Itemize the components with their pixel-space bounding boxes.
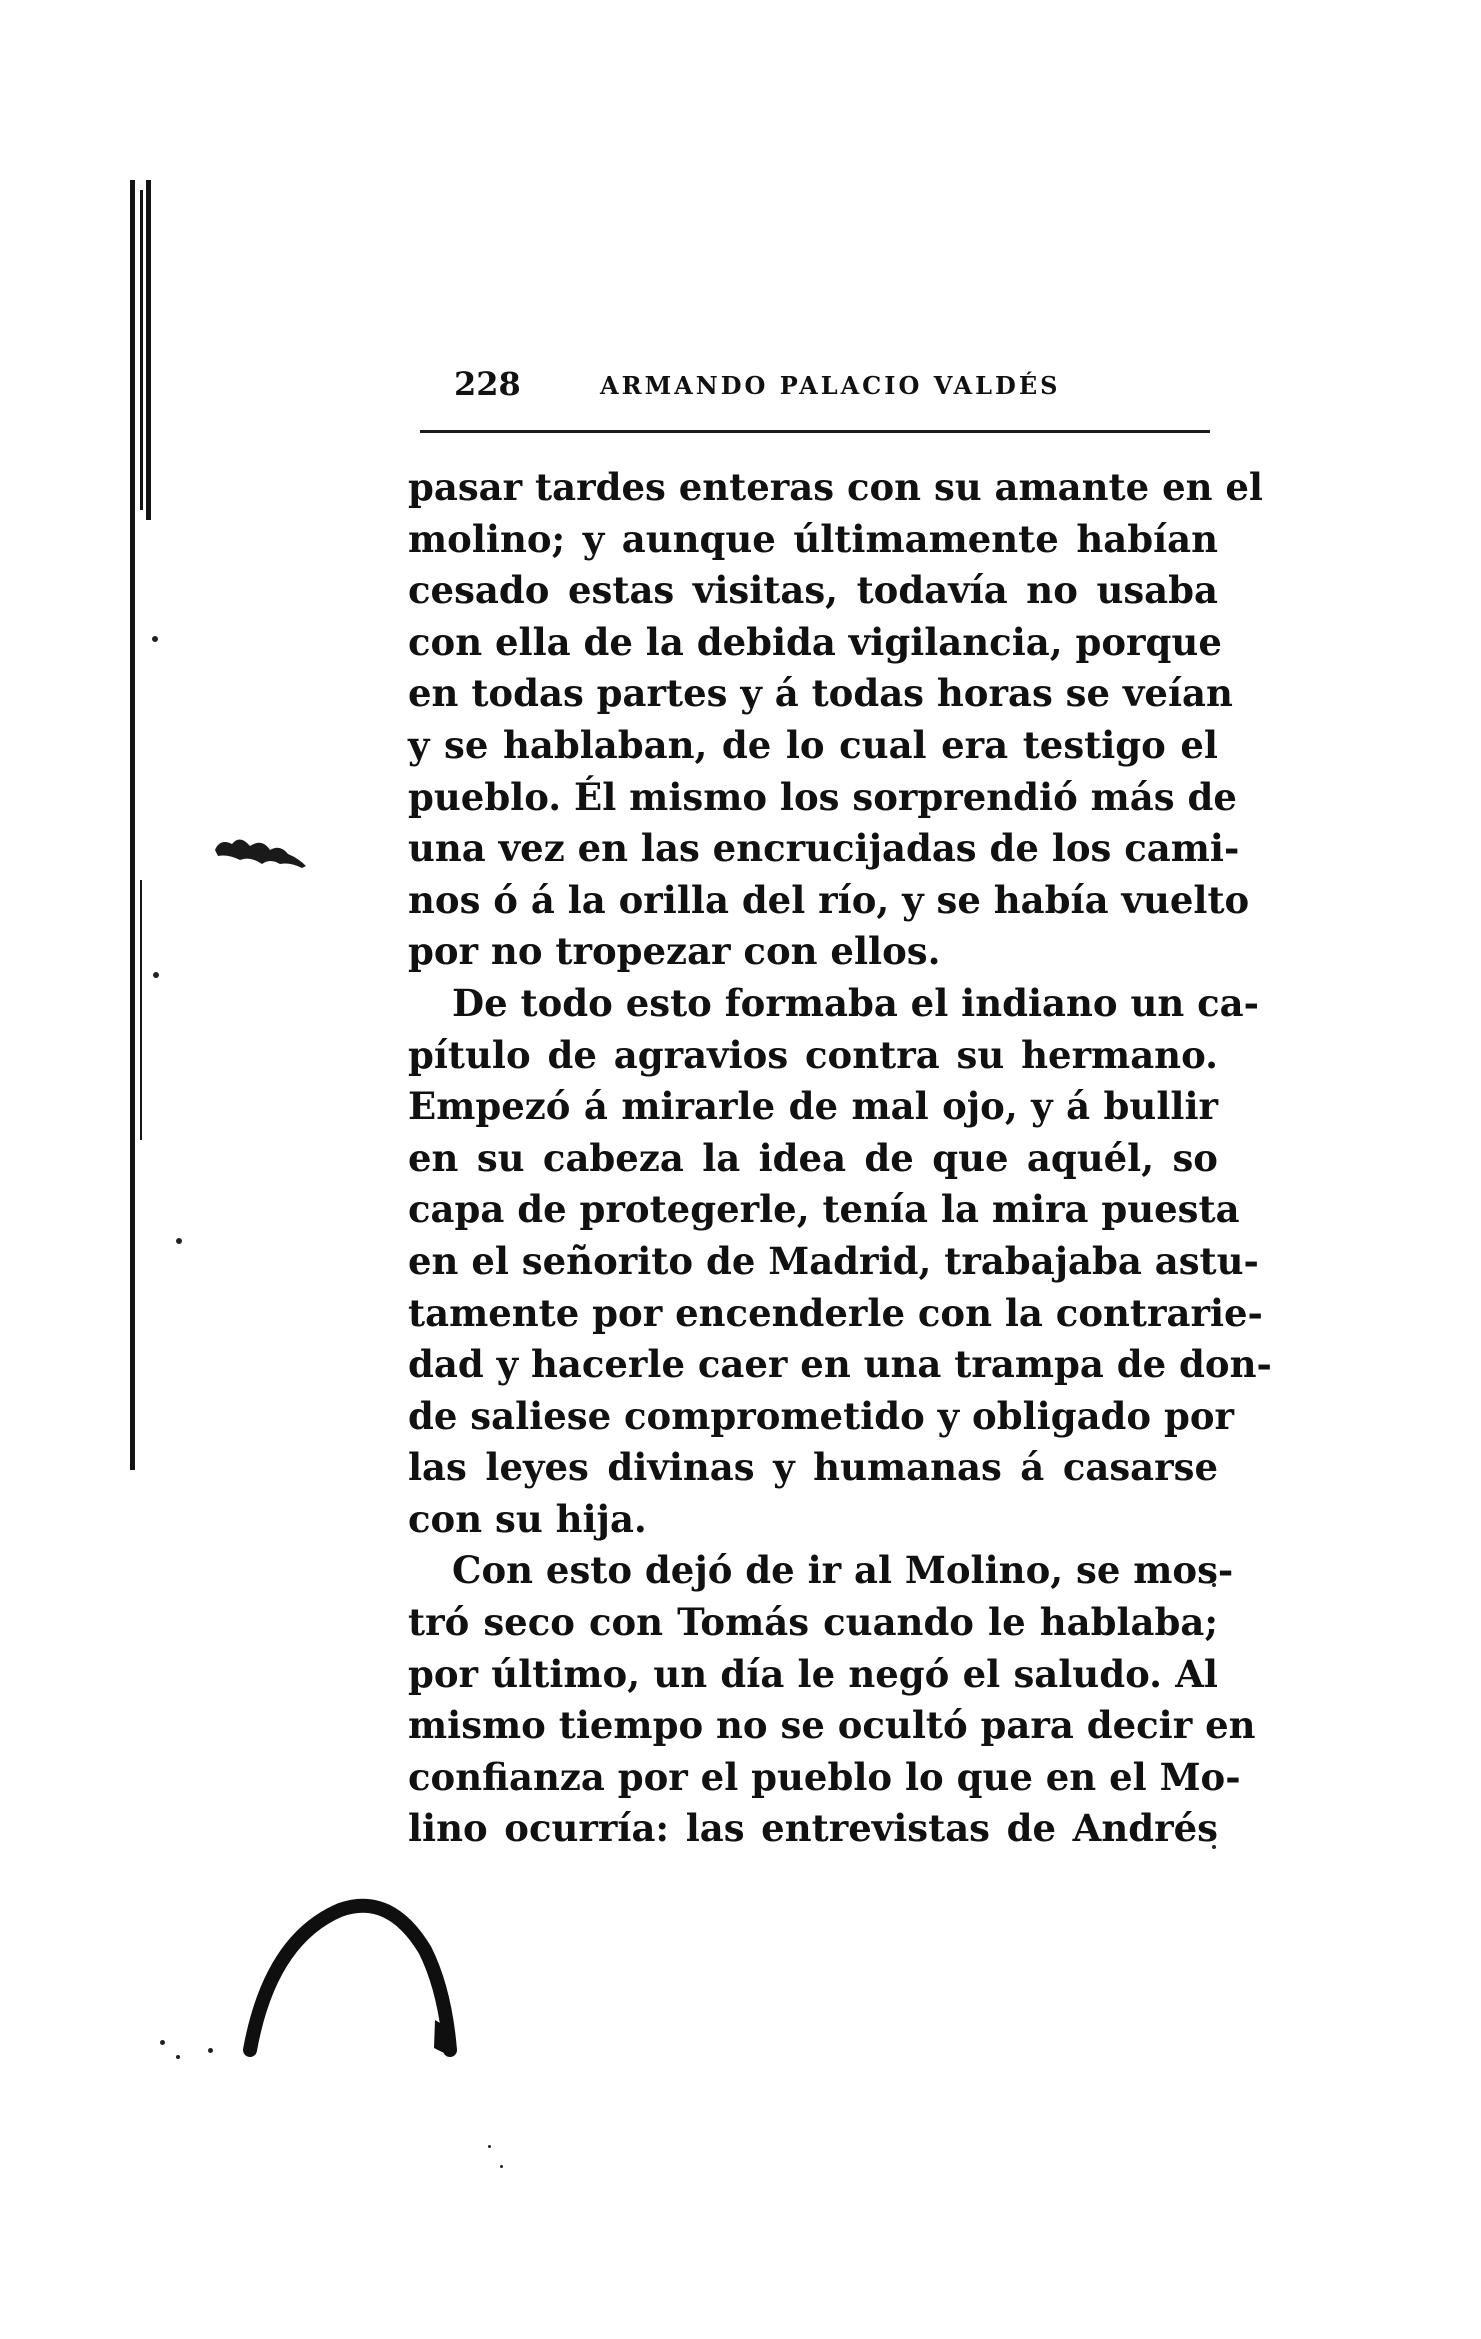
text-line: de saliese comprometido y obligado por	[408, 1393, 1235, 1438]
text-line: por último, un día le negó el saludo. Al	[408, 1651, 1218, 1696]
paragraph	[408, 462, 1263, 978]
text-line: lino ocurría: las entrevistas de Andrés	[408, 1806, 1218, 1851]
text-line: pueblo. Él mismo los sorprendió más de	[408, 774, 1237, 819]
text-line: con ella de la debida vigilancia, porque	[408, 619, 1222, 664]
text-line: Con esto dejó de ir al Molino, se mos-	[452, 1548, 1234, 1593]
text-line: en su cabeza la idea de que aquél, so	[408, 1135, 1218, 1180]
speck	[160, 2040, 165, 2045]
text-line: pítulo de agravios contra su hermano.	[408, 1032, 1218, 1077]
speck	[500, 2165, 503, 2168]
text-line: mismo tiempo no se ocultó para decir en	[408, 1703, 1256, 1748]
text-line: tamente por encenderle con la contrarie-	[408, 1290, 1263, 1335]
running-head	[418, 365, 1218, 413]
text-line: confianza por el pueblo lo que en el Mo-	[408, 1754, 1241, 1799]
header-rule	[420, 430, 1210, 433]
text-line: en el señorito de Madrid, trabajaba astu-	[408, 1238, 1259, 1283]
ink-blot	[210, 820, 320, 880]
text-line: molino; y aunque últimamente habían	[408, 516, 1218, 561]
running-title: ARMANDO PALACIO VALDÉS	[600, 371, 1061, 400]
text-line: De todo esto formaba el indiano un ca-	[452, 980, 1260, 1025]
text-line: tró seco con Tomás cuando le hablaba;	[408, 1600, 1218, 1645]
text-line: por no tropezar con ellos.	[408, 929, 941, 974]
binding-edge	[140, 880, 142, 1140]
text-line: con su hija.	[408, 1496, 647, 1541]
text-line: y se hablaban, de lo cual era testigo el	[408, 722, 1218, 767]
paragraph	[408, 978, 1272, 1546]
speck	[176, 2055, 180, 2059]
page-number: 228	[454, 365, 521, 403]
speck	[152, 636, 158, 642]
paragraph	[408, 1545, 1256, 1855]
speck	[208, 2048, 213, 2053]
text-line: en todas partes y á todas horas se veían	[408, 671, 1233, 716]
text-line: Empezó á mirarle de mal ojo, y á bullir	[408, 1084, 1218, 1129]
text-line: dad y hacerle caer en una trampa de don-	[408, 1342, 1272, 1387]
speck	[488, 2145, 491, 2148]
binding-edge	[140, 190, 143, 510]
speck	[153, 972, 159, 978]
body-text	[408, 462, 1272, 1855]
text-line: pasar tardes enteras con su amante en el	[408, 465, 1263, 509]
text-line: las leyes divinas y humanas á casarse	[408, 1445, 1218, 1490]
binding-edge	[146, 180, 151, 520]
text-line: nos ó á la orilla del río, y se había vuelto	[408, 877, 1250, 922]
text-line: una vez en las encrucijadas de los cami-	[408, 826, 1240, 871]
stain-arc	[230, 1880, 470, 2070]
binding-edge	[130, 180, 135, 1470]
text-line: cesado estas visitas, todavía no usaba	[408, 568, 1218, 613]
speck	[176, 1238, 182, 1244]
text-line: capa de protegerle, tenía la mira puesta	[408, 1187, 1240, 1232]
